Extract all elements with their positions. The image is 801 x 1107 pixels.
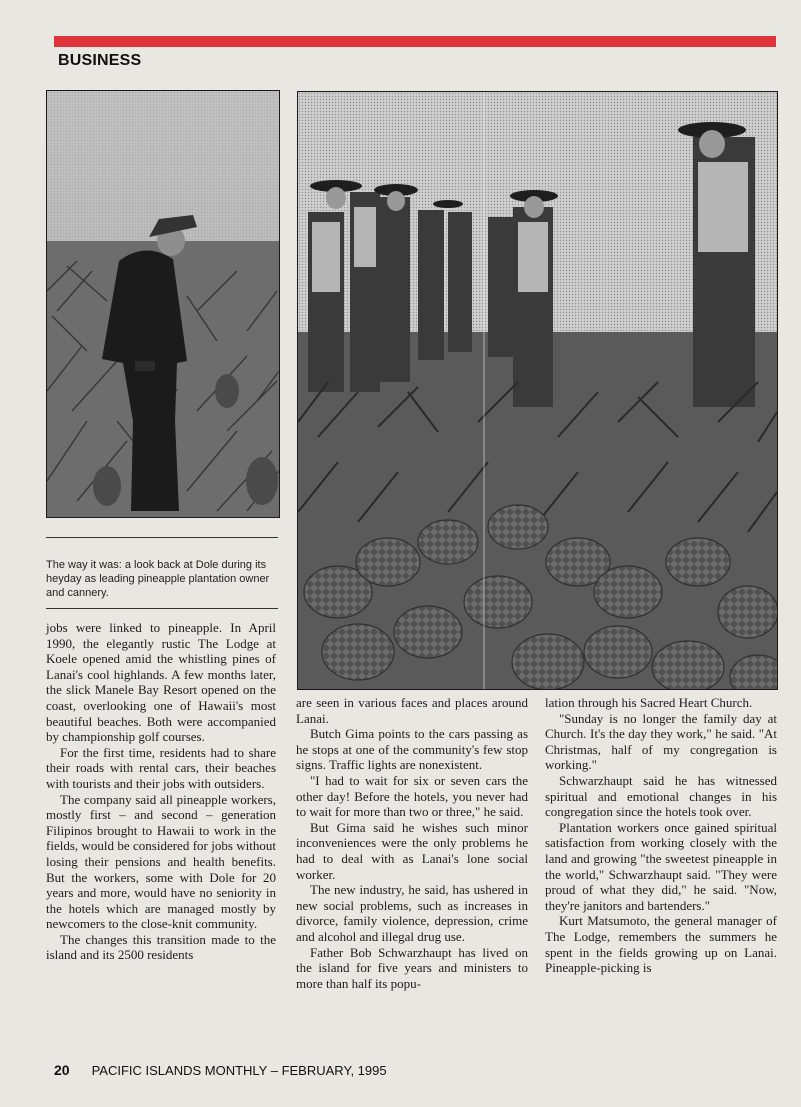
publication-line: PACIFIC ISLANDS MONTHLY – FEBRUARY, 1995 xyxy=(91,1063,387,1078)
paragraph: The changes this transition made to the island and its 2500 residents xyxy=(46,931,276,963)
article-column-2 xyxy=(296,695,528,991)
page-number: 20 xyxy=(54,1062,70,1078)
paragraph: lation through his Sacred Heart Church. xyxy=(545,695,753,710)
article-column-1 xyxy=(46,620,276,963)
paragraph: Schwarzhaupt said he has witnessed spiritual and emotional changes in his congregation since the hotels took over. xyxy=(545,772,777,820)
caption-top-rule xyxy=(46,537,278,538)
caption-bottom-rule xyxy=(46,608,278,609)
paragraph: "Sunday is no longer the family day at Church. It's the day they work," he said. "At Christmas, half of my congregation is working." xyxy=(545,710,777,773)
paragraph: The new industry, he said, has ushered in new social problems, such as increases in divorce, family violence, depression, crime and alcohol and illegal drug use. xyxy=(296,882,528,944)
paragraph: Kurt Matsumoto, the general manager of The Lodge, remembers the summers he spent in the fields growing up on Lanai. Pineapple-picking is xyxy=(545,913,777,976)
paragraph: "I had to wait for six or seven cars the other day! Before the hotels, you never had to wait for more than two or three," he said. xyxy=(296,772,528,820)
paragraph: Father Bob Schwarzhaupt has lived on the island for five years and ministers to more than half its popu- xyxy=(296,944,528,991)
header-accent-bar xyxy=(54,36,776,47)
photo-plantation-workers xyxy=(297,91,778,690)
article-column-3 xyxy=(545,695,777,976)
paragraph: For the first time, residents had to share their roads with rental cars, their beaches with tourists and their jobs with outsiders. xyxy=(46,744,276,791)
photo-man-in-field xyxy=(46,90,280,518)
paragraph: Butch Gima points to the cars passing as he stops at one of the community's few stop signs. Traffic lights are nonexistent. xyxy=(296,726,528,773)
paragraph: The company said all pineapple workers, mostly first – and second – generation Filipinos brought to Hawaii to work in the fields, would be considered for jobs without losing their pensions and health benefits. But the workers, some with Dole for 20 years and more, would have no seniority in the hotels which are managed mostly by newcomers to the close-knit community. xyxy=(46,791,276,932)
photo-caption: The way it was: a look back at Dole during its heyday as leading pineapple plantation owner and cannery. xyxy=(46,559,270,599)
paragraph: jobs were linked to pineapple. In April 1990, the elegantly rustic The Lodge at Koele opened amid the whistling pines of Lanai's cool highlands. A few months later, the slick Manele Bay Resort opened on the coast, overlooking one of Hawaii's most beautiful beaches. Both were accompanied by championship golf courses. xyxy=(46,620,276,745)
paragraph: Plantation workers once gained spiritual satisfaction from working closely with the land and growing "the sweetest pineapple in the world," Schwarzhaupt said. "They were proud of what they did," he said. "Now, they're janitors and bartenders." xyxy=(545,819,777,913)
paragraph: are seen in various faces and places around Lanai. xyxy=(296,695,528,726)
section-label: BUSINESS xyxy=(58,52,142,69)
paragraph: But Gima said he wishes such minor inconveniences were the only problems he had to deal with as Lanai's lone social worker. xyxy=(296,819,528,882)
page-footer xyxy=(54,1062,387,1078)
